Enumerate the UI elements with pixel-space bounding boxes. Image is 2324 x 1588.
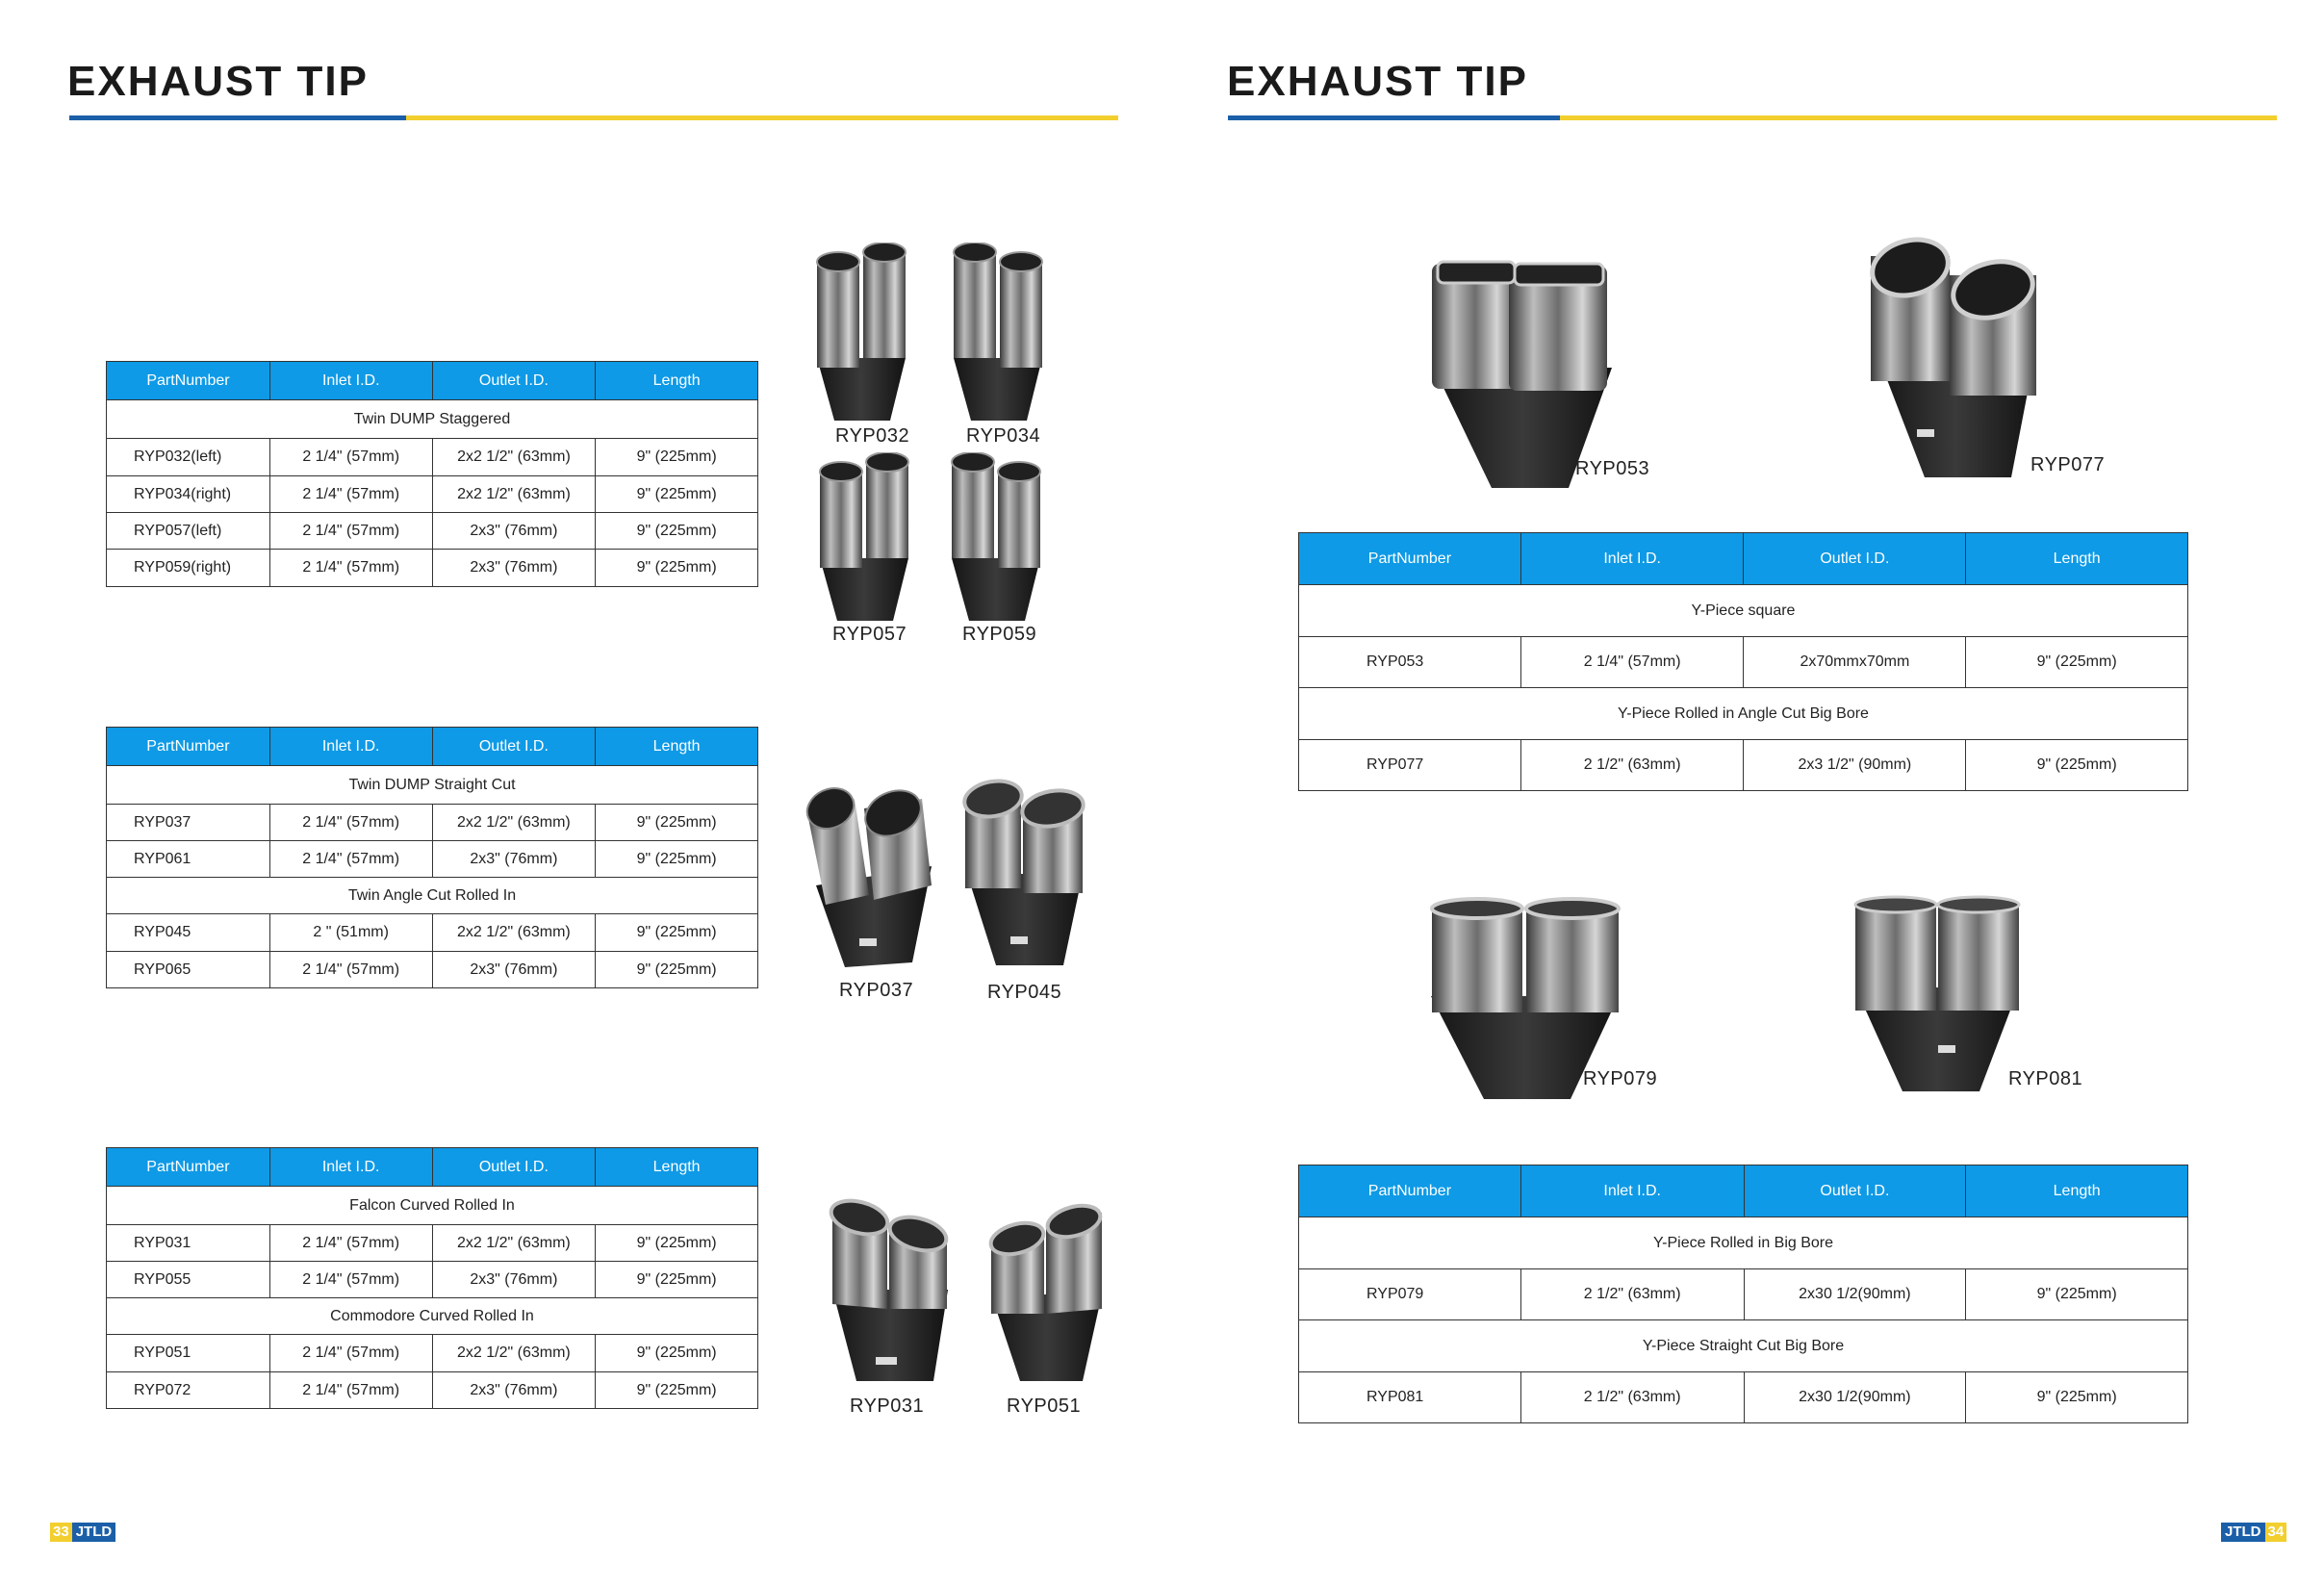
outlet-id: 2x2 1/2" (63mm) (432, 439, 596, 476)
part-number: RYP051 (107, 1335, 270, 1372)
outlet-id: 2x3 1/2" (90mm) (1744, 740, 1966, 791)
caption-ryp057: RYP057 (832, 624, 907, 645)
inlet-id: 2 1/2" (63mm) (1520, 740, 1744, 791)
header-inlet: Inlet I.D. (1520, 1165, 1744, 1217)
left-title-rule (69, 115, 1118, 120)
caption-ryp081: RYP081 (2008, 1068, 2083, 1089)
length: 9" (225mm) (596, 1262, 758, 1298)
header-length: Length (1966, 1165, 2188, 1217)
part-number: RYP055 (107, 1262, 270, 1298)
header-length: Length (596, 1148, 758, 1187)
product-photo-ryp031 (828, 1193, 953, 1386)
length: 9" (225mm) (1966, 1372, 2188, 1423)
header-part-number: PartNumber (107, 1148, 270, 1187)
length: 9" (225mm) (596, 841, 758, 878)
table-row (107, 1262, 758, 1298)
outlet-id: 2x3" (76mm) (432, 550, 596, 587)
group-label: Twin DUMP Staggered (107, 400, 758, 439)
table-row (1299, 740, 2188, 791)
length: 9" (225mm) (1966, 740, 2188, 791)
inlet-id: 2 1/4" (57mm) (269, 1372, 432, 1409)
length: 9" (225mm) (596, 1335, 758, 1372)
table-row (107, 914, 758, 952)
part-number: RYP031 (107, 1225, 270, 1262)
left-page-title: EXHAUST TIP (67, 58, 369, 105)
caption-ryp051: RYP051 (1007, 1396, 1082, 1417)
length: 9" (225mm) (596, 1372, 758, 1409)
group-label: Twin DUMP Straight Cut (107, 766, 758, 805)
part-number: RYP053 (1299, 637, 1521, 688)
table-row (107, 476, 758, 513)
spec-table-twin-dump-staggered (106, 361, 758, 587)
table-row (107, 841, 758, 878)
header-outlet: Outlet I.D. (432, 362, 596, 400)
header-inlet: Inlet I.D. (1520, 533, 1744, 585)
outlet-id: 2x70mmx70mm (1744, 637, 1966, 688)
part-number: RYP079 (1299, 1269, 1521, 1320)
part-number: RYP072 (107, 1372, 270, 1409)
length: 9" (225mm) (596, 476, 758, 513)
table-row (107, 439, 758, 476)
header-outlet: Outlet I.D. (1744, 533, 1966, 585)
product-photo-ryp032 (813, 243, 909, 425)
outlet-id: 2x30 1/2(90mm) (1744, 1269, 1966, 1320)
outlet-id: 2x2 1/2" (63mm) (432, 1335, 596, 1372)
table-row (107, 550, 758, 587)
part-number: RYP081 (1299, 1372, 1521, 1423)
table-row (1299, 1372, 2188, 1423)
inlet-id: 2 1/4" (57mm) (269, 805, 432, 841)
length: 9" (225mm) (596, 952, 758, 988)
inlet-id: 2 1/4" (57mm) (269, 476, 432, 513)
table-row (107, 805, 758, 841)
table-row (1299, 637, 2188, 688)
group-label: Falcon Curved Rolled In (107, 1187, 758, 1225)
inlet-id: 2 1/4" (57mm) (269, 952, 432, 988)
part-number: RYP057(left) (107, 513, 270, 550)
outlet-id: 2x3" (76mm) (432, 841, 596, 878)
page-number: 33 (50, 1523, 72, 1542)
header-outlet: Outlet I.D. (1744, 1165, 1966, 1217)
caption-ryp059: RYP059 (962, 624, 1037, 645)
group-label: Y-Piece Straight Cut Big Bore (1299, 1320, 2188, 1372)
caption-ryp077: RYP077 (2030, 454, 2106, 475)
part-number: RYP034(right) (107, 476, 270, 513)
group-label: Y-Piece Rolled in Big Bore (1299, 1217, 2188, 1269)
table-row (107, 513, 758, 550)
inlet-id: 2 1/2" (63mm) (1520, 1372, 1744, 1423)
product-photo-ryp057 (816, 452, 912, 626)
table-row (1299, 1269, 2188, 1320)
inlet-id: 2 1/4" (57mm) (269, 1225, 432, 1262)
inlet-id: 2 1/4" (57mm) (269, 550, 432, 587)
inlet-id: 2 1/2" (63mm) (1520, 1269, 1744, 1320)
outlet-id: 2x2 1/2" (63mm) (432, 914, 596, 952)
inlet-id: 2 1/4" (57mm) (1520, 637, 1744, 688)
length: 9" (225mm) (1966, 637, 2188, 688)
right-page-footer (2221, 1523, 2286, 1542)
right-title-rule (1228, 115, 2277, 120)
header-part-number: PartNumber (1299, 1165, 1521, 1217)
outlet-id: 2x2 1/2" (63mm) (432, 476, 596, 513)
header-inlet: Inlet I.D. (269, 728, 432, 766)
spec-table-y-piece-big-bore (1298, 1165, 2188, 1423)
product-photo-ryp034 (950, 243, 1046, 425)
group-label: Y-Piece Rolled in Angle Cut Big Bore (1299, 688, 2188, 740)
header-part-number: PartNumber (107, 728, 270, 766)
length: 9" (225mm) (596, 439, 758, 476)
product-photo-ryp051 (986, 1198, 1107, 1386)
product-photo-ryp077 (1867, 237, 2040, 482)
header-part-number: PartNumber (107, 362, 270, 400)
product-photo-ryp081 (1850, 891, 2023, 1093)
part-number: RYP061 (107, 841, 270, 878)
caption-ryp032: RYP032 (835, 425, 910, 447)
part-number: RYP077 (1299, 740, 1521, 791)
header-outlet: Outlet I.D. (432, 728, 596, 766)
caption-ryp053: RYP053 (1575, 458, 1650, 479)
inlet-id: 2 1/4" (57mm) (269, 1335, 432, 1372)
header-length: Length (596, 362, 758, 400)
outlet-id: 2x3" (76mm) (432, 513, 596, 550)
outlet-id: 2x3" (76mm) (432, 952, 596, 988)
header-length: Length (596, 728, 758, 766)
caption-ryp045: RYP045 (987, 982, 1062, 1003)
length: 9" (225mm) (596, 1225, 758, 1262)
spec-table-y-piece-square (1298, 532, 2188, 791)
inlet-id: 2 1/4" (57mm) (269, 1262, 432, 1298)
table-row (107, 1372, 758, 1409)
inlet-id: 2 1/4" (57mm) (269, 841, 432, 878)
length: 9" (225mm) (596, 805, 758, 841)
group-label: Commodore Curved Rolled In (107, 1298, 758, 1335)
group-label: Y-Piece square (1299, 585, 2188, 637)
right-page-title: EXHAUST TIP (1227, 58, 1528, 105)
part-number: RYP065 (107, 952, 270, 988)
product-photo-ryp037 (797, 780, 941, 972)
outlet-id: 2x2 1/2" (63mm) (432, 805, 596, 841)
outlet-id: 2x3" (76mm) (432, 1262, 596, 1298)
page-number: 34 (2265, 1523, 2287, 1542)
product-photo-ryp045 (958, 778, 1092, 970)
length: 9" (225mm) (596, 550, 758, 587)
inlet-id: 2 " (51mm) (269, 914, 432, 952)
caption-ryp031: RYP031 (850, 1396, 925, 1417)
part-number: RYP045 (107, 914, 270, 952)
header-inlet: Inlet I.D. (269, 1148, 432, 1187)
table-row (107, 1225, 758, 1262)
brand-logo: JTLD (72, 1523, 116, 1542)
outlet-id: 2x2 1/2" (63mm) (432, 1225, 596, 1262)
group-label: Twin Angle Cut Rolled In (107, 878, 758, 914)
outlet-id: 2x30 1/2(90mm) (1744, 1372, 1966, 1423)
length: 9" (225mm) (1966, 1269, 2188, 1320)
length: 9" (225mm) (596, 914, 758, 952)
part-number: RYP032(left) (107, 439, 270, 476)
inlet-id: 2 1/4" (57mm) (269, 439, 432, 476)
caption-ryp079: RYP079 (1583, 1068, 1658, 1089)
header-inlet: Inlet I.D. (269, 362, 432, 400)
caption-ryp037: RYP037 (839, 980, 914, 1001)
header-outlet: Outlet I.D. (432, 1148, 596, 1187)
product-photo-ryp059 (948, 452, 1044, 626)
header-part-number: PartNumber (1299, 533, 1521, 585)
inlet-id: 2 1/4" (57mm) (269, 513, 432, 550)
spec-table-curved-rolled-in (106, 1147, 758, 1409)
part-number: RYP059(right) (107, 550, 270, 587)
header-length: Length (1966, 533, 2188, 585)
part-number: RYP037 (107, 805, 270, 841)
length: 9" (225mm) (596, 513, 758, 550)
table-row (107, 1335, 758, 1372)
table-row (107, 952, 758, 988)
spec-table-twin-dump-straight (106, 727, 758, 988)
brand-logo: JTLD (2221, 1523, 2265, 1542)
left-page-footer (50, 1523, 115, 1542)
outlet-id: 2x3" (76mm) (432, 1372, 596, 1409)
caption-ryp034: RYP034 (966, 425, 1041, 447)
product-photo-ryp053 (1424, 252, 1617, 493)
